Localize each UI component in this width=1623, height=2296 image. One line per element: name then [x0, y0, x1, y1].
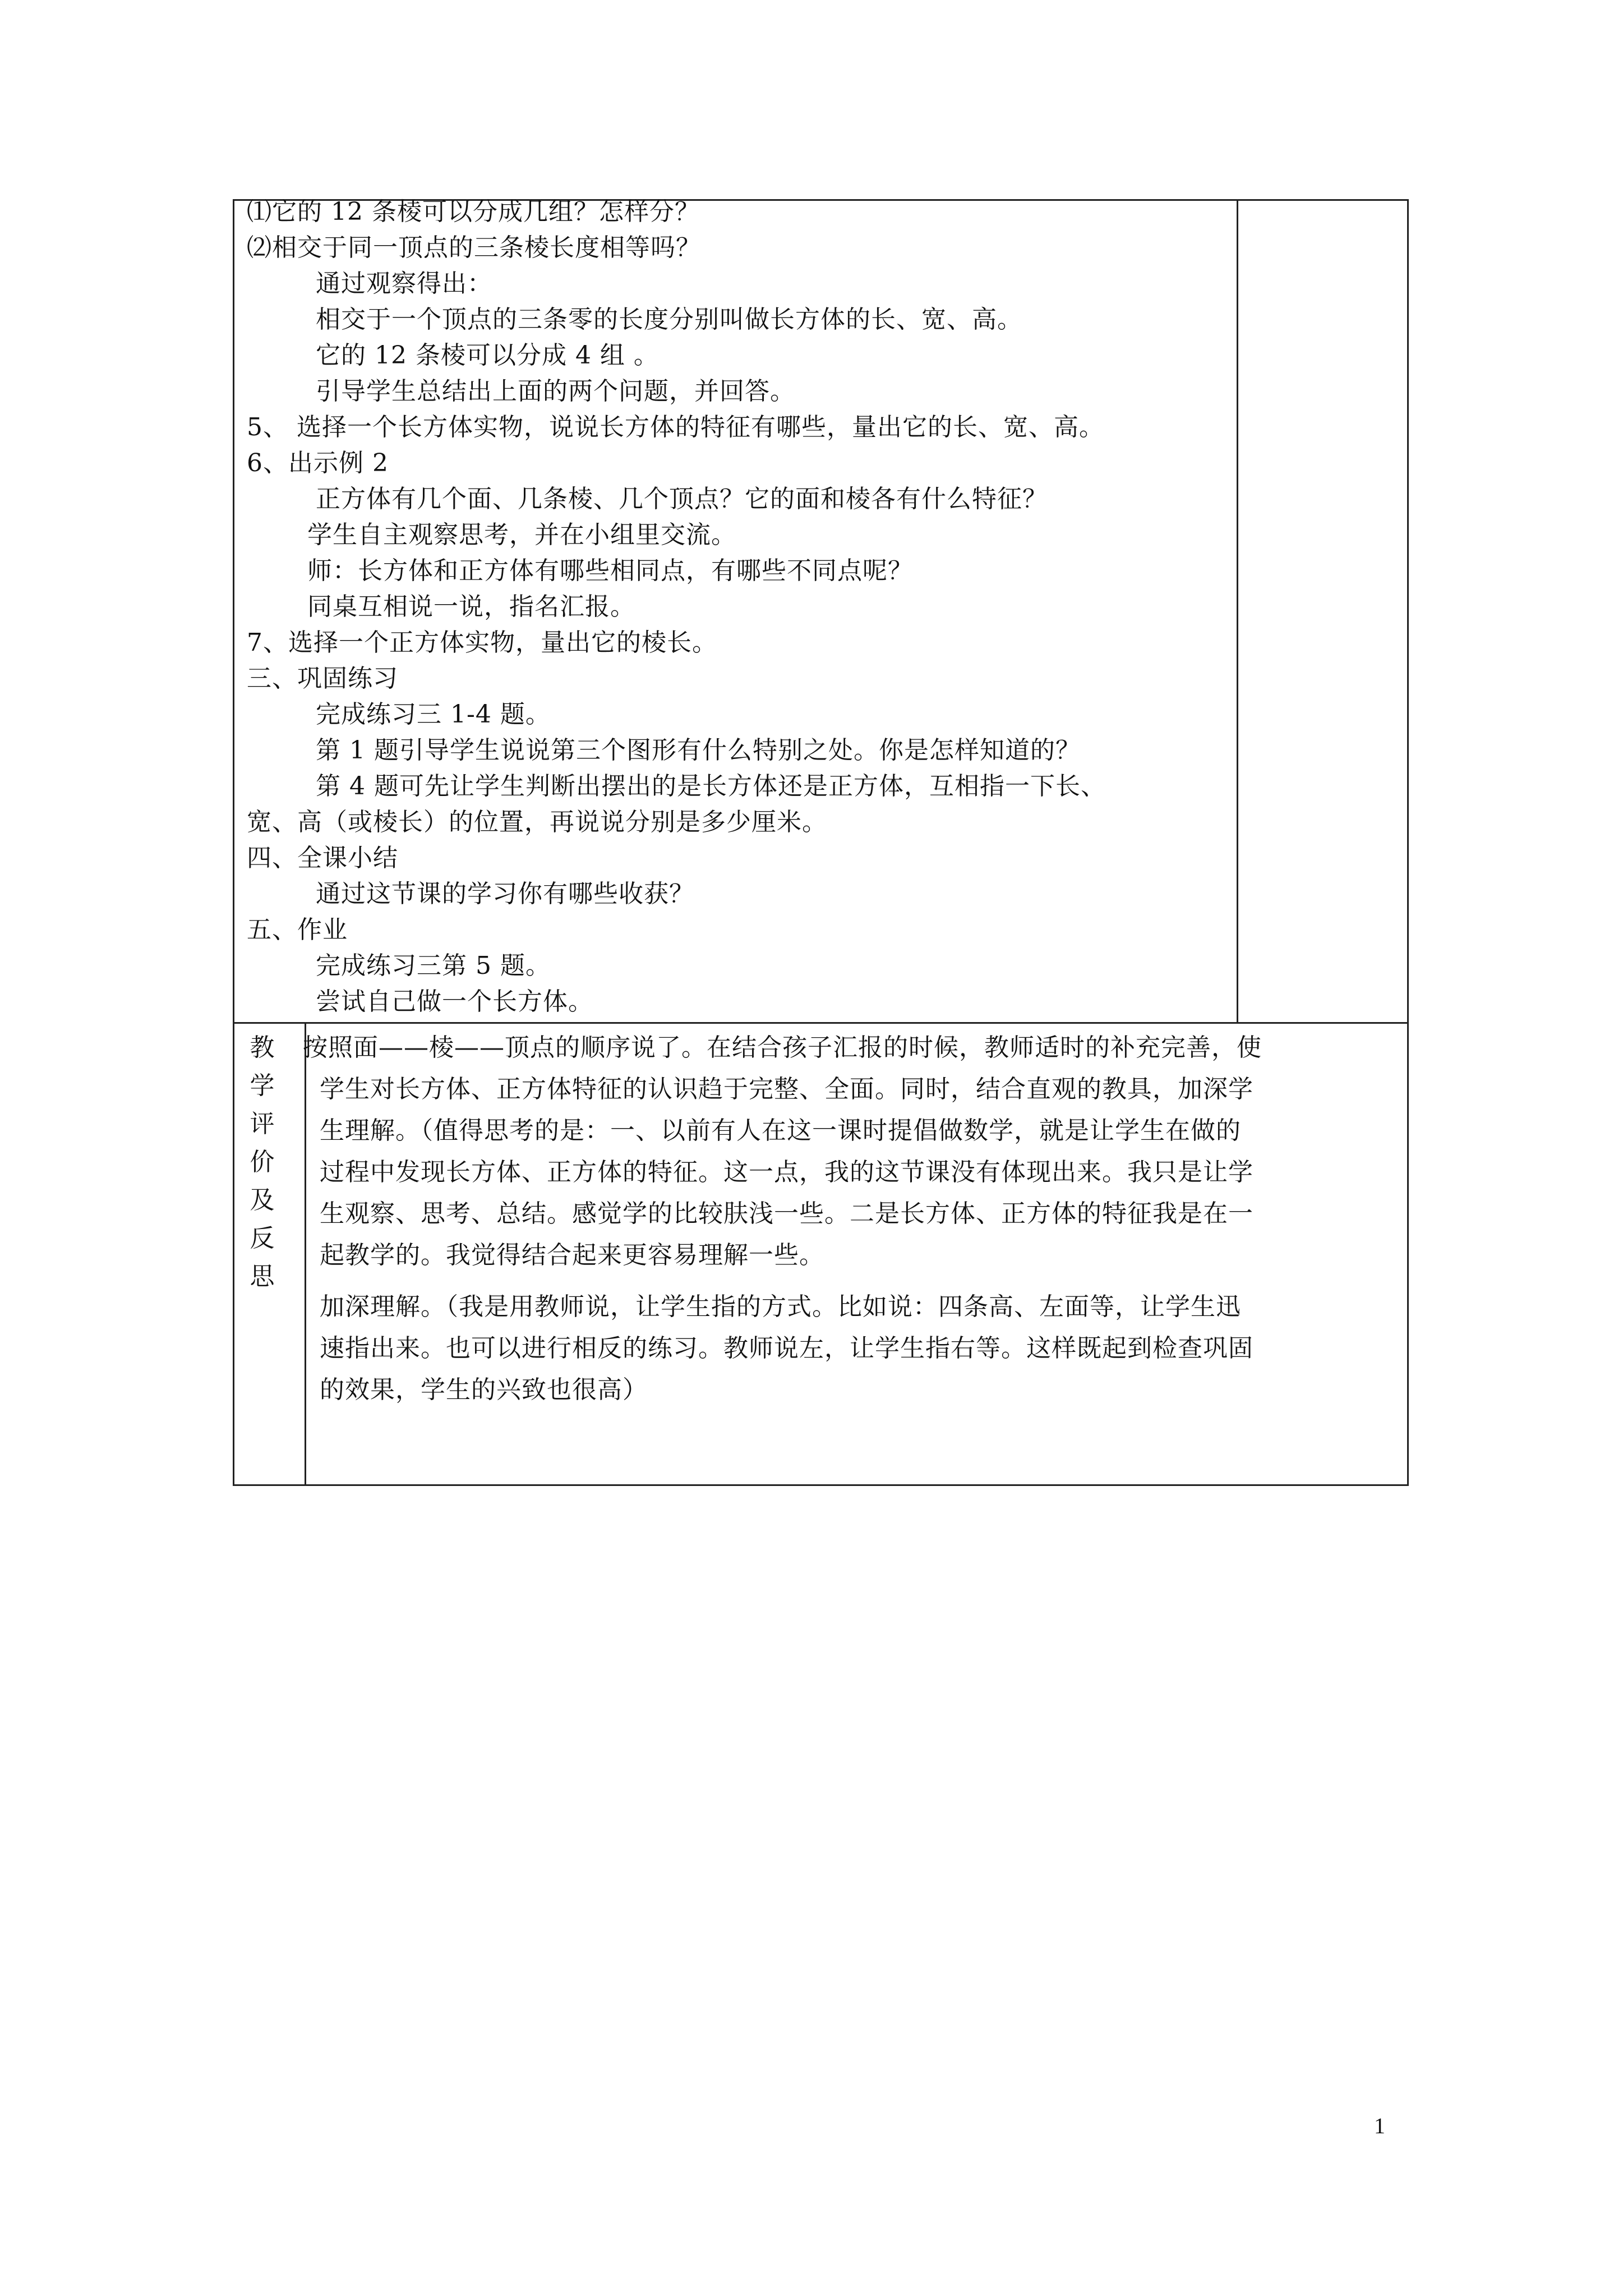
reflection-line: 加深理解。（我是用教师说，让学生指的方式。比如说：四条高、左面等，让学生迅	[320, 1292, 1241, 1321]
question-line: ⑴它的 12 条棱可以分成几组？怎样分？	[247, 197, 700, 226]
question-line: ⑵相交于同一顶点的三条棱长度相等吗？	[247, 233, 701, 262]
reflection-line: 起教学的。我觉得结合起来更容易理解一些。	[320, 1241, 824, 1269]
reflection-line: 生观察、思考、总结。感觉学的比较肤浅一些。二是长方体、正方体的特征我是在一	[320, 1199, 1253, 1228]
step-line: 5、 选择一个长方体实物，说说长方体的特征有哪些，量出它的长、宽、高。	[247, 413, 1104, 441]
reflection-label-char: 教	[250, 1033, 275, 1062]
reflection-label-char: 价	[250, 1148, 275, 1176]
label-column-divider	[305, 1022, 306, 1486]
body-line: 通过观察得出：	[316, 269, 492, 298]
body-line: 通过这节课的学习你有哪些收获？	[316, 880, 694, 908]
body-line: 同桌互相说一说，指名汇报。	[307, 592, 635, 621]
body-line: 完成练习三 1-4 题。	[316, 700, 551, 729]
reflection-label-char: 思	[250, 1262, 275, 1291]
table-right-border	[1407, 199, 1409, 1486]
body-line: 相交于一个顶点的三条零的长度分别叫做长方体的长、宽、高。	[316, 305, 1022, 334]
body-line: 宽、高（或棱长）的位置，再说说分别是多少厘米。	[247, 808, 827, 836]
reflection-label-char: 及	[250, 1186, 275, 1214]
section-heading: 三、巩固练习	[247, 664, 398, 693]
reflection-line: 的效果，学生的兴致也很高）	[320, 1375, 648, 1404]
reflection-line: 生理解。（值得思考的是：一、以前有人在这一课时提倡做数学，就是让学生在做的	[320, 1116, 1241, 1145]
reflection-label-char: 学	[250, 1071, 275, 1100]
step-line: 7、选择一个正方体实物，量出它的棱长。	[247, 628, 717, 657]
body-line: 学生自主观察思考，并在小组里交流。	[307, 521, 736, 549]
body-line: 师：长方体和正方体有哪些相同点，有哪些不同点呢？	[307, 556, 913, 585]
page-number: 1	[1374, 2113, 1385, 2138]
body-line: 尝试自己做一个长方体。	[316, 987, 593, 1016]
upper-right-column-divider	[1237, 199, 1238, 1024]
reflection-line: 学生对长方体、正方体特征的认识趋于完整、全面。同时，结合直观的教具，加深学	[320, 1075, 1253, 1103]
body-line: 引导学生总结出上面的两个问题，并回答。	[316, 377, 795, 406]
section-heading: 四、全课小结	[247, 844, 398, 872]
body-line: 第 1 题引导学生说说第三个图形有什么特别之处。你是怎样知道的？	[316, 736, 1081, 765]
reflection-label-char: 评	[250, 1110, 275, 1138]
body-line: 它的 12 条棱可以分成 4 组 。	[316, 341, 659, 370]
body-line: 完成练习三第 5 题。	[316, 951, 551, 980]
step-line: 6、出示例 2	[247, 449, 389, 477]
reflection-line: 速指出来。也可以进行相反的练习。教师说左，让学生指右等。这样既起到检查巩固	[320, 1334, 1253, 1363]
reflection-line: 按照面——棱——顶点的顺序说了。在结合孩子汇报的时候，教师适时的补充完善，使	[303, 1033, 1262, 1062]
table-left-border	[233, 199, 234, 1486]
row-divider	[233, 1022, 1409, 1024]
body-line: 第 4 题可先让学生判断出摆出的是长方体还是正方体，互相指一下长、	[316, 772, 1106, 800]
section-heading: 五、作业	[247, 915, 348, 944]
reflection-line: 过程中发现长方体、正方体的特征。这一点，我的这节课没有体现出来。我只是让学	[320, 1158, 1253, 1186]
reflection-label-char: 反	[250, 1224, 275, 1253]
body-line: 正方体有几个面、几条棱、几个顶点？它的面和棱各有什么特征？	[316, 485, 1048, 513]
table-bottom-border	[233, 1484, 1409, 1486]
